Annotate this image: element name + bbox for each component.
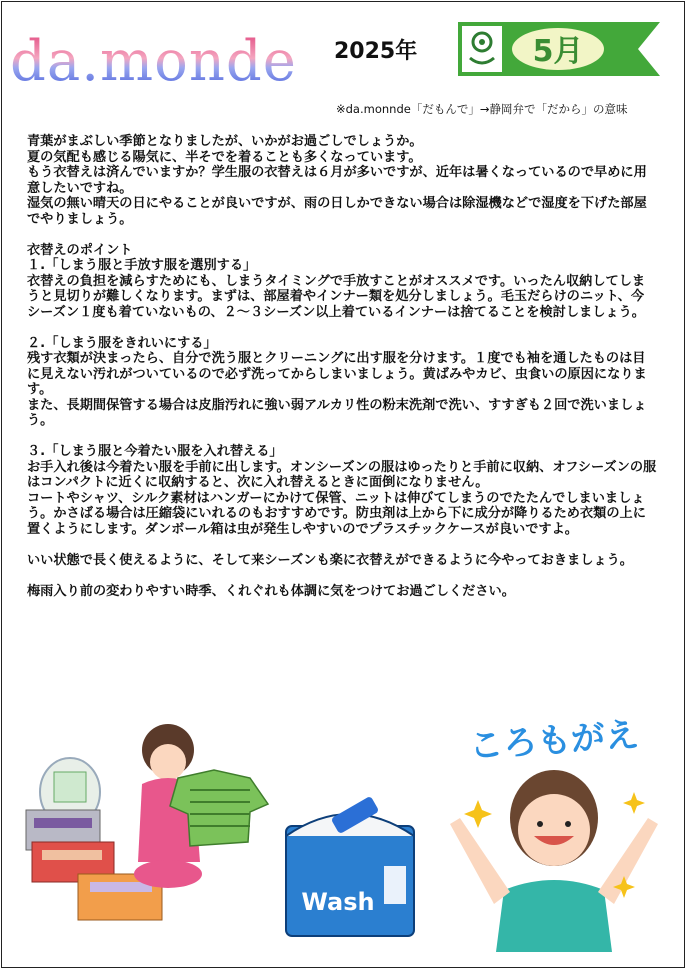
wash-detergent-illustration <box>276 796 424 942</box>
article-body <box>27 134 657 599</box>
point-2-title: ２.「しまう服をきれいにする」 <box>27 335 217 351</box>
point-2-body: 残す衣類が決まったら、自分で洗う服とクリーニングに出す服を分けます。１度でも袖を通したものは目に見えない汚れがついているので必ず洗ってからしまいましょう。黄ばみやカビ、虫食いの原因になります。 <box>27 351 647 397</box>
point-2-body-extra: また、長期間保管する場合は皮脂汚れに強い弱アルカリ性の粉末洗剤で洗い、すすぎも２回で洗いましょう。 <box>27 397 647 428</box>
point-3-title: ３.「しまう服と今着たい服を入れ替える」 <box>27 444 283 459</box>
intro-line: もう衣替えは済んでいますか？学生服の衣替えは６月が多いですが、近年は暑くなっているので早めに用意したいですね。 <box>27 165 647 196</box>
month-label: 5月 <box>532 34 584 69</box>
points-heading: 衣替えのポイント <box>27 242 133 258</box>
closing-line: 梅雨入り前の変わりやすい時季、くれぐれも体調に気をつけてお過ごしください。 <box>27 583 515 599</box>
intro-line: 青葉がまぶしい季節となりましたが、いかがお過ごしでしょうか。 <box>27 134 423 149</box>
koromogae-text: ころもがえ <box>467 715 641 767</box>
koromogae-illustration <box>434 700 672 952</box>
da-monde-logo: da.monde <box>10 29 297 94</box>
closing-line: いい状態で長く使えるように、そして来シーズンも楽に衣替えができるように今やっておきましょう。 <box>27 552 633 568</box>
dialect-note: ※da.monnde「だもんで」→静岡弁で「だから」の意味 <box>336 102 628 116</box>
point-1-body: 衣替えの負担を減らすためにも、しまうタイミングで手放すことがオススメです。いったん収納してしまうと見切りが難しくなります。まずは、部屋着やインナー類を処分しましょう。毛玉だらけのニット、今シーズン１度も着ていないもの、２～３シーズン以上着ているインナーは捨てることを検討しましょう。 <box>27 273 646 320</box>
intro-line: 湿気の無い晴天の日にやることが良いですが、雨の日しかできない場合は除湿機などで湿度を下げた部屋でやりましょう。 <box>27 196 647 227</box>
point-3-body: お手入れ後は今着たい服を手前に出します。オンシーズンの服はゆったりと手前に収納、オフシーズンの服はコンパクトに近くに収納すると、次に入れ替えるときに面倒になりません。 <box>27 459 657 490</box>
wash-label: Wash <box>301 888 375 916</box>
point-1-title: １.「しまう服と手放す服を選別する」 <box>27 258 257 273</box>
month-banner <box>458 22 660 76</box>
folding-clothes-illustration <box>18 722 278 930</box>
point-3-body-extra: コートやシャツ、シルク素材はハンガーにかけて保管、ニットは伸びてしまうのでたたんでしまいましょう。かさばる場合は圧縮袋にいれるのもおすすめです。防虫剤は上から下に成分が降りるため衣類の上に置くようにします。ダンボール箱は虫が発生しやすいのでプラスチックケースが良いですよ。 <box>27 490 646 537</box>
intro-line: 夏の気配も感じる陽気に、半そでを着ることも多くなっています。 <box>27 149 422 165</box>
year-label: 2025年 <box>334 39 418 64</box>
